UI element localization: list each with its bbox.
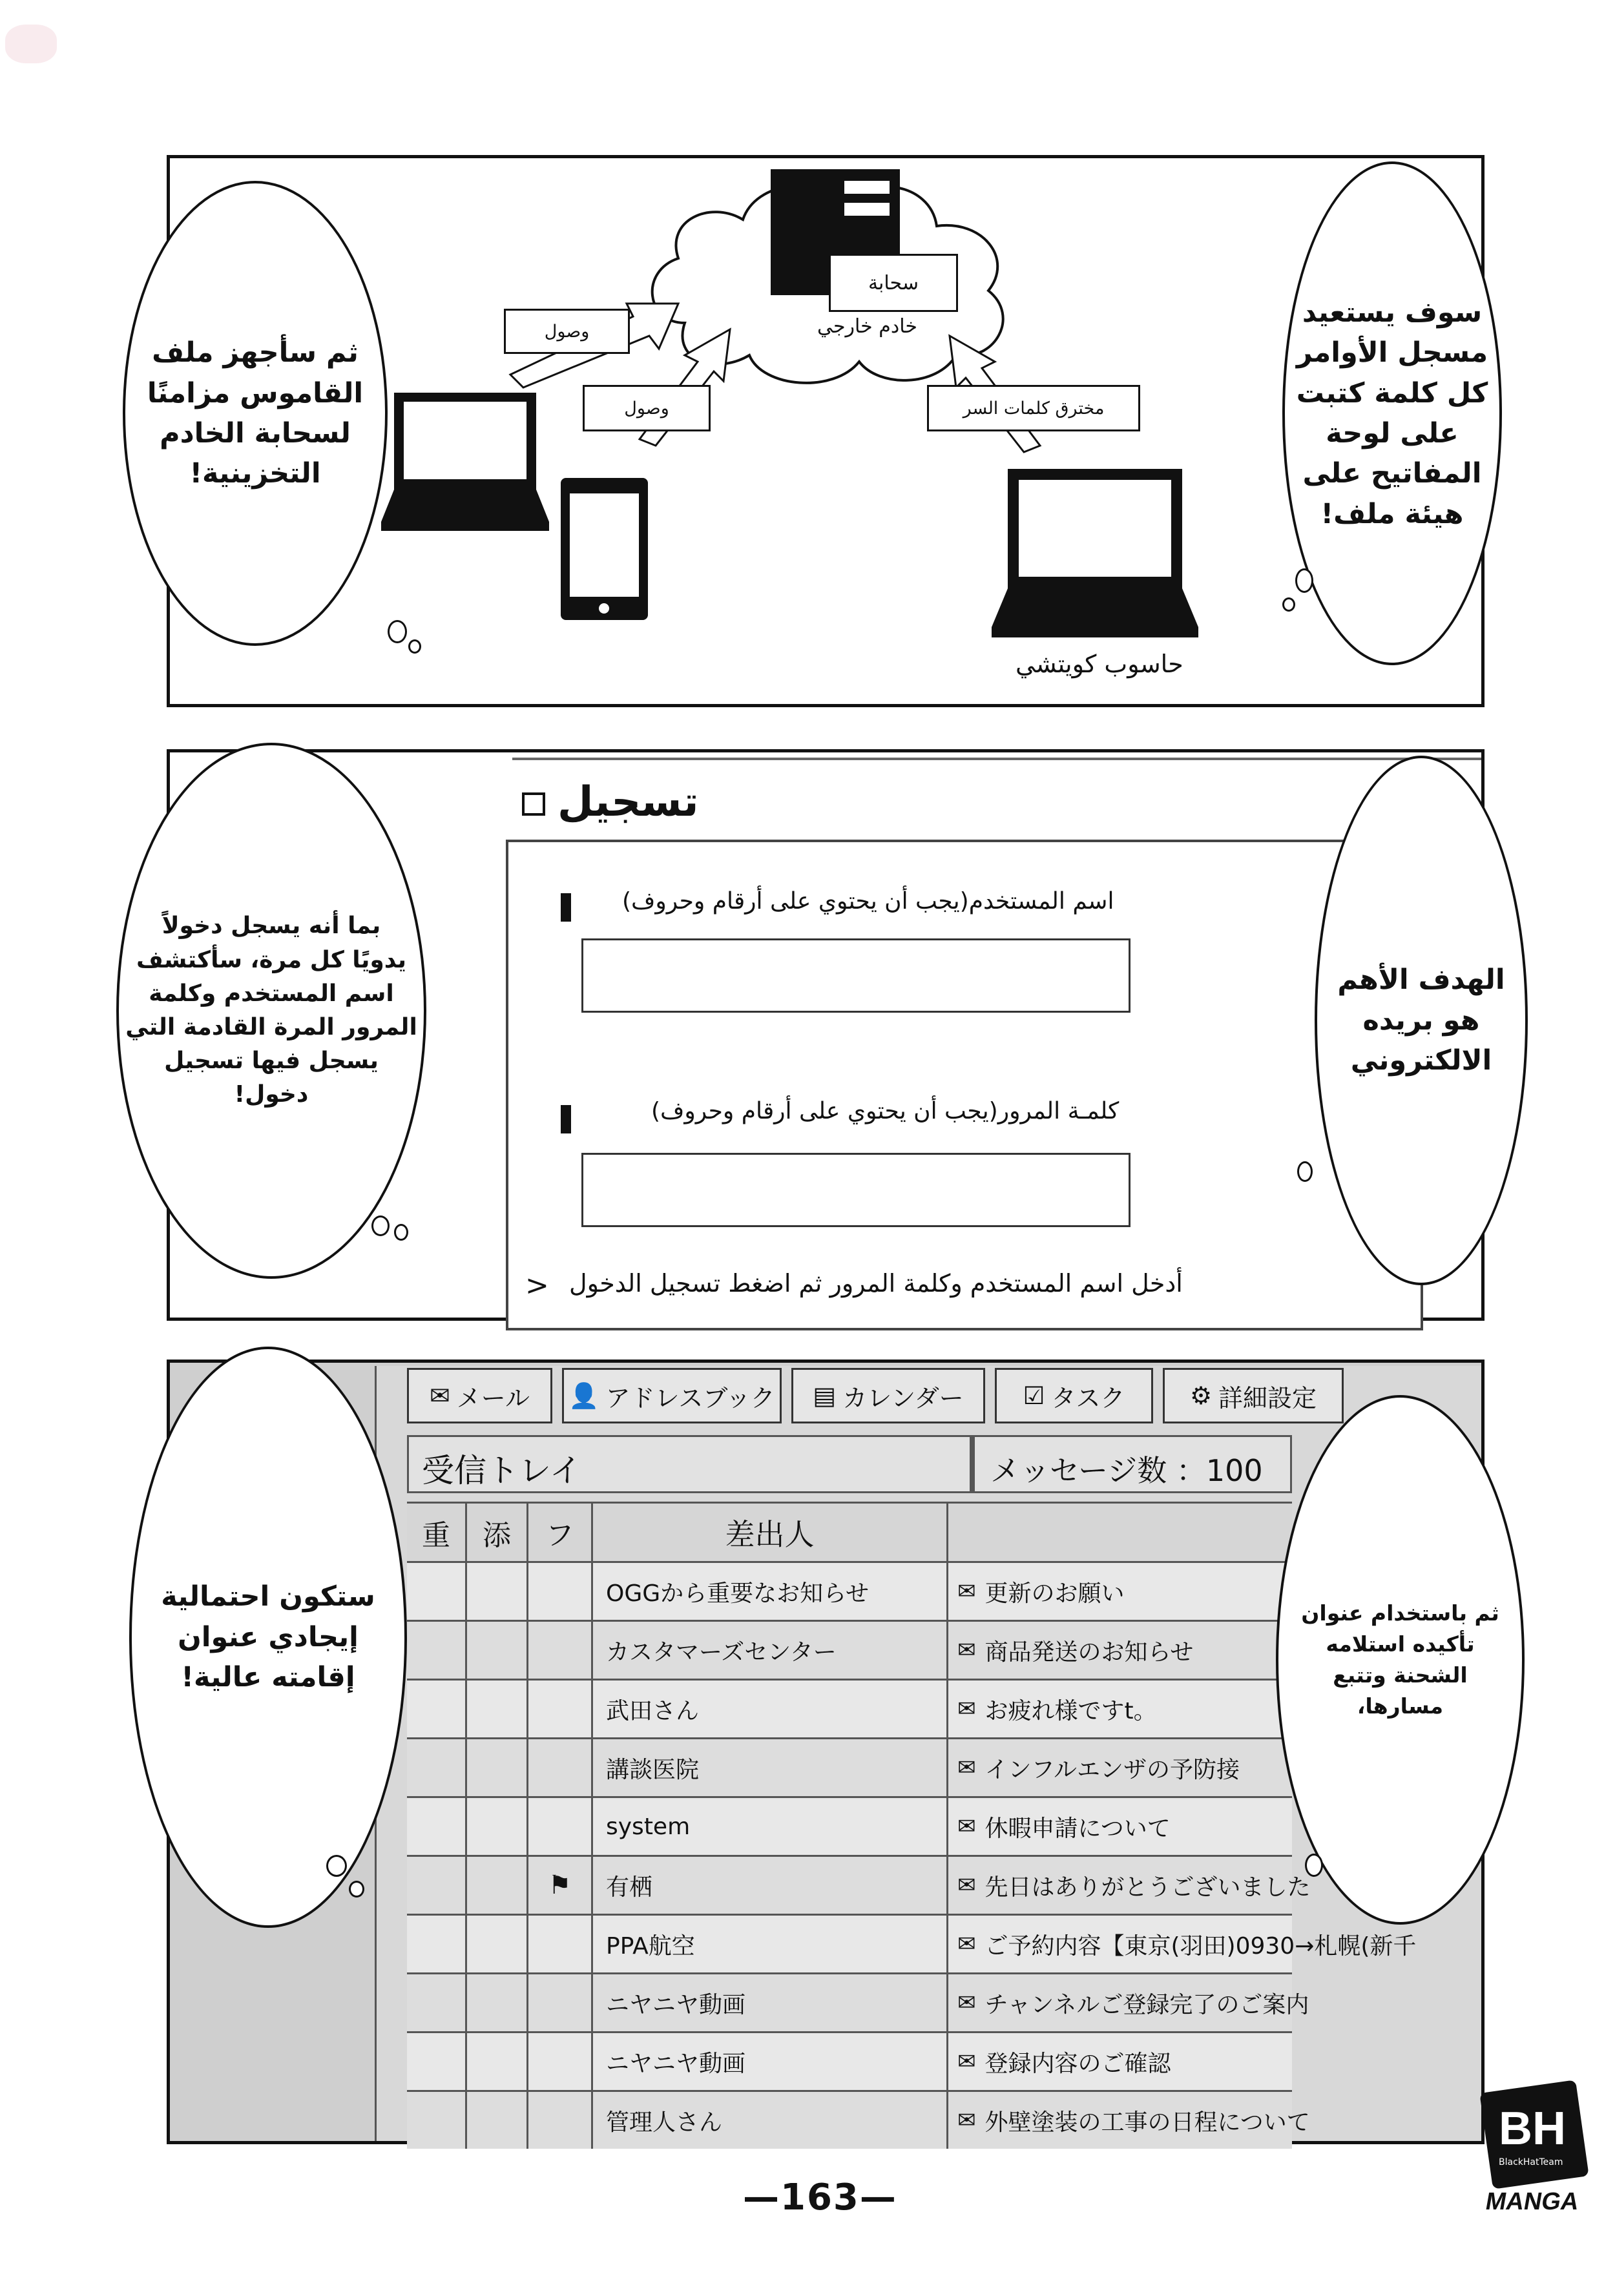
table-row[interactable] bbox=[407, 2031, 1292, 2090]
subject-cell bbox=[946, 2033, 1292, 2090]
attachment-cell bbox=[465, 1563, 526, 1620]
page-number: —163— bbox=[743, 2177, 897, 2218]
attachment-cell bbox=[465, 2092, 526, 2149]
envelope-icon: ✉ bbox=[957, 1637, 976, 1663]
envelope-icon: ✉ bbox=[957, 1872, 976, 1898]
access-label-2: وصول bbox=[583, 385, 711, 431]
attachment-cell bbox=[465, 2033, 526, 2090]
sender-cell bbox=[591, 1916, 946, 1972]
laptop-icon bbox=[381, 393, 549, 535]
envelope-icon: ✉ bbox=[957, 1814, 976, 1839]
password-label: كلمـة المرور(يجب أن يحتوي على أرقام وحروف) bbox=[651, 1098, 1120, 1124]
password-marker bbox=[561, 1105, 571, 1133]
mail-icon: ✉ bbox=[429, 1381, 450, 1410]
sender-text: 講談医院 bbox=[606, 1756, 700, 1783]
table-row[interactable] bbox=[407, 1914, 1417, 1972]
subject-text: お疲れ様ですt。 bbox=[985, 1697, 1157, 1724]
subject-cell bbox=[946, 2092, 1310, 2149]
message-count: メッセージ数 ：100 bbox=[990, 1453, 1263, 1488]
col-flag[interactable]: フ bbox=[526, 1504, 591, 1561]
priority-cell bbox=[407, 2033, 465, 2090]
thought-puff bbox=[349, 1881, 364, 1898]
login-title: تسجيل bbox=[557, 778, 699, 826]
envelope-icon: ✉ bbox=[957, 1755, 976, 1781]
thought-puff bbox=[388, 620, 407, 643]
speech-text: ثم باستخدام عنوان تأكيده استلامه الشحنة وتتبع مسارها، bbox=[1301, 1600, 1499, 1719]
envelope-icon: ✉ bbox=[957, 1696, 976, 1722]
sender-cell bbox=[591, 1563, 946, 1620]
thought-puff bbox=[326, 1855, 347, 1877]
title-tab-line bbox=[512, 758, 1481, 760]
priority-cell bbox=[407, 1798, 465, 1855]
priority-cell bbox=[407, 1622, 465, 1679]
col-attachment[interactable]: 添 bbox=[465, 1504, 526, 1561]
flag-cell bbox=[526, 2092, 591, 2149]
priority-cell bbox=[407, 1681, 465, 1737]
envelope-icon: ✉ bbox=[957, 1990, 976, 2016]
username-input[interactable] bbox=[581, 938, 1130, 1013]
thought-puff bbox=[1305, 1854, 1323, 1877]
attachment-cell bbox=[465, 1681, 526, 1737]
speech-bubble bbox=[116, 743, 426, 1279]
flag-cell bbox=[526, 1798, 591, 1855]
flag-icon: ⚑ bbox=[548, 1870, 572, 1900]
sender-text: 有栖 bbox=[606, 1874, 653, 1901]
subject-text: 商品発送のお知らせ bbox=[985, 1639, 1194, 1666]
subject-cell bbox=[946, 1857, 1311, 1914]
sender-cell bbox=[591, 1739, 946, 1796]
priority-cell bbox=[407, 1974, 465, 2031]
envelope-icon: ✉ bbox=[957, 1578, 976, 1604]
priority-cell bbox=[407, 1739, 465, 1796]
sender-cell bbox=[591, 1857, 946, 1914]
flag-cell bbox=[526, 2033, 591, 2090]
flag-cell bbox=[526, 1974, 591, 2031]
speech-text: سوف يستعيد مسجل الأوامر كل كلمة كتبت على لوحة المفاتيح على هيئة ملف! bbox=[1296, 296, 1488, 530]
subject-text: 先日はありがとうございました bbox=[985, 1874, 1311, 1901]
table-row[interactable] bbox=[407, 1737, 1292, 1796]
inbox-header bbox=[407, 1435, 1292, 1493]
thought-puff bbox=[408, 639, 421, 654]
subject-cell bbox=[946, 1681, 1292, 1737]
calendar-icon: ▤ bbox=[813, 1381, 837, 1410]
sender-cell bbox=[591, 2092, 946, 2149]
username-label: اسم المستخدم(يجب أن يحتوي على أرقام وحروف) bbox=[622, 888, 1114, 915]
thought-puff bbox=[1282, 597, 1295, 612]
menu-settings[interactable]: ⚙ 詳細設定 bbox=[1163, 1368, 1344, 1423]
col-sender[interactable]: 差出人 bbox=[591, 1504, 946, 1561]
cracker-label: مخترق كلمات السر bbox=[927, 385, 1140, 431]
speech-text: بما أنه يسجل دخولاً يدويًا كل مرة، سأكتشف اسم المستخدم وكلمة المرور المرة القادمة التي يسجل فيها تسجيل دخول! bbox=[125, 913, 417, 1108]
login-hint[interactable]: أدخل اسم المستخدم وكلمة المرور ثم اضغط تسجيل الدخول bbox=[569, 1269, 1183, 1298]
attachment-cell bbox=[465, 1857, 526, 1914]
attachment-cell bbox=[465, 1798, 526, 1855]
sender-cell bbox=[591, 1798, 946, 1855]
col-priority[interactable]: 重 bbox=[422, 1518, 450, 1552]
flag-cell bbox=[526, 1681, 591, 1737]
sender-text: PPA航空 bbox=[606, 1932, 695, 1960]
subject-cell bbox=[946, 1739, 1292, 1796]
subject-cell bbox=[946, 1622, 1292, 1679]
person-icon: 👤 bbox=[568, 1381, 599, 1410]
table-row[interactable] bbox=[407, 1796, 1292, 1855]
subject-text: 休暇申請について bbox=[985, 1815, 1171, 1842]
speech-text: الهدف الأهم هو بريده الالكتروني bbox=[1337, 964, 1505, 1077]
table-row[interactable] bbox=[407, 1679, 1292, 1737]
checkbox-icon: ☑ bbox=[1023, 1381, 1045, 1410]
envelope-icon: ✉ bbox=[957, 1931, 976, 1957]
corner-doodle bbox=[5, 25, 57, 63]
flag-cell bbox=[526, 1622, 591, 1679]
table-row[interactable] bbox=[407, 1855, 1311, 1914]
priority-cell bbox=[407, 1563, 465, 1620]
attachment-cell bbox=[465, 1622, 526, 1679]
sender-cell bbox=[591, 1974, 946, 2031]
priority-cell bbox=[407, 1857, 465, 1914]
thought-puff bbox=[394, 1224, 408, 1241]
menu-address-book[interactable]: 👤 アドレスブック bbox=[562, 1368, 782, 1423]
sender-cell bbox=[591, 1622, 946, 1679]
col-subject bbox=[946, 1504, 1292, 1561]
password-input[interactable] bbox=[581, 1153, 1130, 1227]
subject-text: 登録内容のご確認 bbox=[985, 2050, 1171, 2077]
priority-cell bbox=[407, 1916, 465, 1972]
subject-text: 更新のお願い bbox=[985, 1580, 1125, 1607]
subject-cell bbox=[946, 1974, 1309, 2031]
cloud-label: سحابة bbox=[829, 254, 958, 312]
speech-text: ثم سأجهز ملف القاموس مزامنًا لسحابة الخادم التخزينية! bbox=[147, 336, 364, 490]
gear-icon: ⚙ bbox=[1189, 1381, 1213, 1410]
subject-cell bbox=[946, 1563, 1292, 1620]
subject-text: ご予約内容【東京(羽田)0930→札幌(新千 bbox=[985, 1932, 1417, 1960]
sender-text: 武田さん bbox=[606, 1697, 700, 1724]
server-label: خادم خارجي bbox=[817, 315, 917, 338]
thought-puff bbox=[1295, 568, 1313, 593]
subject-cell bbox=[946, 1798, 1292, 1855]
table-row[interactable] bbox=[407, 1972, 1309, 2031]
speech-bubble bbox=[1282, 161, 1502, 665]
title-checkbox-icon bbox=[522, 792, 545, 816]
attachment-cell bbox=[465, 1739, 526, 1796]
table-row[interactable] bbox=[407, 2090, 1310, 2149]
sender-text: カスタマーズセンター bbox=[606, 1639, 837, 1666]
thought-puff bbox=[1297, 1161, 1313, 1182]
sender-text: OGGから重要なお知らせ bbox=[606, 1580, 870, 1607]
flag-cell bbox=[526, 1916, 591, 1972]
speech-bubble bbox=[1315, 756, 1528, 1285]
table-row[interactable] bbox=[407, 1561, 1292, 1620]
column-header-row bbox=[407, 1502, 1292, 1561]
thought-puff bbox=[371, 1215, 390, 1236]
attachment-cell bbox=[465, 1916, 526, 1972]
envelope-icon: ✉ bbox=[957, 2107, 976, 2133]
menu-mail[interactable]: ✉ メール bbox=[407, 1368, 552, 1423]
bh-manga-logo: BH BlackHatTeam MANGA bbox=[1479, 2073, 1589, 2222]
phone-icon bbox=[561, 478, 648, 620]
hint-arrow: > bbox=[525, 1269, 549, 1302]
access-label-1: وصول bbox=[504, 309, 630, 354]
subject-text: チャンネルご登録完了のご案内 bbox=[985, 1991, 1309, 2018]
menu-task[interactable]: ☑ タスク bbox=[995, 1368, 1153, 1423]
pc-label: حاسوب كويتشي bbox=[1016, 650, 1183, 678]
table-row[interactable] bbox=[407, 1620, 1292, 1679]
sender-text: 管理人さん bbox=[606, 2109, 723, 2136]
subject-text: 外壁塗装の工事の日程について bbox=[985, 2109, 1310, 2136]
menu-calendar[interactable]: ▤ カレンダー bbox=[791, 1368, 985, 1423]
subject-cell bbox=[946, 1916, 1417, 1972]
subject-text: インフルエンザの予防接 bbox=[985, 1756, 1240, 1783]
username-marker bbox=[561, 893, 571, 922]
speech-bubble bbox=[129, 1347, 407, 1928]
speech-text: ستكون احتمالية إيجادي عنوان إقامته عالية! bbox=[161, 1580, 375, 1694]
attachment-cell bbox=[465, 1974, 526, 2031]
envelope-icon: ✉ bbox=[957, 2049, 976, 2074]
flag-cell bbox=[526, 1563, 591, 1620]
inbox-title: 受信トレイ bbox=[422, 1452, 582, 1489]
flag-cell bbox=[526, 1857, 591, 1914]
flag-cell bbox=[526, 1739, 591, 1796]
sender-text: ニヤニヤ動画 bbox=[606, 2050, 746, 2077]
message-count-divider bbox=[970, 1437, 975, 1491]
sender-cell bbox=[591, 1681, 946, 1737]
speech-bubble bbox=[1276, 1395, 1525, 1925]
priority-cell bbox=[407, 2092, 465, 2149]
sender-text: ニヤニヤ動画 bbox=[606, 1991, 746, 2018]
speech-bubble bbox=[123, 181, 388, 646]
koichi-laptop-icon bbox=[992, 469, 1198, 643]
sender-cell bbox=[591, 2033, 946, 2090]
sender-text: system bbox=[606, 1813, 691, 1840]
